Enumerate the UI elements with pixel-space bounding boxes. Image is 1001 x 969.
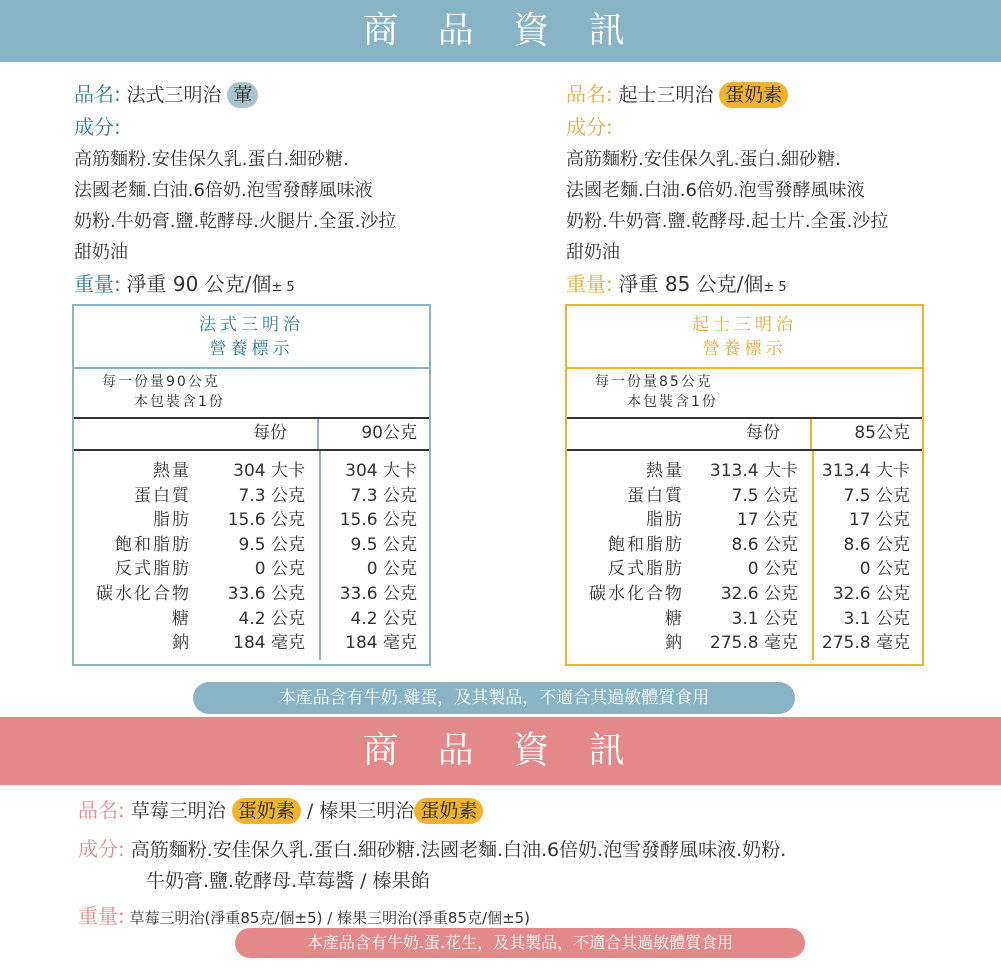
left-nutrition-table <box>72 304 431 666</box>
right-name-row <box>566 78 966 111</box>
right-ingr-label: 成分: <box>566 115 613 139</box>
bottom-name-label: 品名: <box>78 798 125 822</box>
left-weight-tol: ± 5 <box>271 280 295 295</box>
right-serving-count: 本包裝含1份 <box>627 394 718 410</box>
left-ingr-1: 法國老麵.白油.6倍奶.泡雪發酵風味液 <box>74 180 373 201</box>
left-ingr-0: 高筋麵粉.安佳保久乳.蛋白.細砂糖. <box>74 149 349 170</box>
per-serving-value: 4.2 公克 <box>238 608 305 629</box>
left-weight-row <box>74 268 454 301</box>
per-serving-value: 7.3 公克 <box>238 485 305 506</box>
per-serving-value: 17 公克 <box>736 510 798 531</box>
right-serving <box>567 369 922 419</box>
per-amount-value: 0 公克 <box>859 559 910 580</box>
right-col-per-serving: 每份 <box>567 419 812 449</box>
nutrition-row <box>567 484 922 508</box>
right-table-body <box>567 451 922 660</box>
right-ingr-1: 法國老麵.白油.6倍奶.泡雪發酵風味液 <box>566 180 865 201</box>
allergen-notice-bottom: 本產品含有牛奶.蛋.花生，及其製品，不適合其過敏體質食用 <box>235 928 805 958</box>
allergen-notice-top: 本產品含有牛奶.雞蛋，及其製品，不適合其過敏體質食用 <box>193 682 795 714</box>
nutrient-name: 鈉 <box>172 633 191 654</box>
left-col-per-serving: 每份 <box>74 419 319 449</box>
bottom-name-1: 草莓三明治 <box>130 800 226 822</box>
nutrient-name: 脂肪 <box>646 510 684 531</box>
per-serving-value: 275.8 毫克 <box>709 633 798 654</box>
right-tag: 蛋奶素 <box>719 82 788 108</box>
per-serving-value: 304 大卡 <box>233 461 305 481</box>
per-amount-value: 32.6 公克 <box>832 584 910 604</box>
bottom-ingr-row <box>78 833 786 862</box>
left-table-subtitle: 營養標示 <box>209 339 294 359</box>
per-amount-value: 275.8 毫克 <box>821 633 910 654</box>
nutrition-row <box>74 459 429 483</box>
nutrition-row <box>567 582 922 606</box>
per-amount-value: 4.2 公克 <box>350 608 417 629</box>
nutrition-row <box>567 508 922 532</box>
right-table-subtitle: 營養標示 <box>702 339 787 359</box>
per-amount-value: 184 毫克 <box>345 633 417 654</box>
nutrition-row <box>567 533 922 557</box>
nutrition-row <box>567 631 922 655</box>
nutrition-row <box>74 631 429 655</box>
top-banner: 商 品 資 訊 <box>0 0 1001 62</box>
nutrition-row <box>74 607 429 631</box>
bottom-tag-2: 蛋奶素 <box>414 798 483 824</box>
right-table-cols <box>567 419 922 451</box>
per-serving-value: 184 毫克 <box>233 633 305 654</box>
nutrition-row <box>74 557 429 581</box>
nutrition-row <box>74 533 429 557</box>
left-ingr-3: 甜奶油 <box>74 242 128 263</box>
right-ingr-0: 高筋麵粉.安佳保久乳.蛋白.細砂糖. <box>566 149 841 170</box>
per-serving-value: 0 公克 <box>254 559 305 580</box>
right-col-per-amount: 85公克 <box>854 423 910 443</box>
left-ingr-label: 成分: <box>74 115 121 139</box>
left-table-head <box>74 306 429 369</box>
left-serving-count: 本包裝含1份 <box>134 394 225 410</box>
right-serving-size: 每一份量85公克 <box>595 374 713 390</box>
left-ingr-2: 奶粉.牛奶膏.鹽.乾酵母.火腿片.全蛋.沙拉 <box>74 211 397 232</box>
bottom-weight-label: 重量: <box>78 904 125 928</box>
nutrition-row <box>567 459 922 483</box>
per-serving-value: 3.1 公克 <box>731 608 798 629</box>
right-ingr-2: 奶粉.牛奶膏.鹽.乾酵母.起士片.全蛋.沙拉 <box>566 211 889 232</box>
nutrient-name: 脂肪 <box>153 510 191 531</box>
right-name-label: 品名: <box>566 82 613 106</box>
left-table-cols <box>74 419 429 451</box>
nutrient-name: 反式脂肪 <box>115 559 191 580</box>
left-name: 法式三明治 <box>126 84 222 106</box>
nutrient-name: 蛋白質 <box>134 485 191 506</box>
per-amount-value: 17 公克 <box>848 510 910 531</box>
per-serving-value: 7.5 公克 <box>731 485 798 506</box>
left-serving-size: 每一份量90公克 <box>102 374 220 390</box>
per-amount-value: 33.6 公克 <box>339 584 417 604</box>
per-amount-value: 313.4 大卡 <box>821 461 910 481</box>
left-table-title: 法式三明治 <box>199 315 304 335</box>
nutrient-name: 糖 <box>172 608 191 629</box>
nutrition-row <box>567 607 922 631</box>
nutrient-name: 反式脂肪 <box>608 559 684 580</box>
per-serving-value: 33.6 公克 <box>227 584 305 604</box>
per-amount-value: 9.5 公克 <box>350 534 417 555</box>
nutrient-name: 熱量 <box>646 461 684 481</box>
nutrition-row <box>74 508 429 532</box>
per-amount-value: 8.6 公克 <box>843 534 910 555</box>
left-col-per-amount: 90公克 <box>361 423 417 443</box>
right-weight-label: 重量: <box>566 272 613 296</box>
left-product-info <box>74 78 454 301</box>
per-amount-value: 0 公克 <box>366 559 417 580</box>
nutrient-name: 碳水化合物 <box>96 584 191 604</box>
per-serving-value: 313.4 大卡 <box>709 461 798 481</box>
bottom-ingr-label: 成分: <box>78 837 125 861</box>
right-nutrition-table <box>565 304 924 666</box>
right-weight: 淨重 85 公克/個 <box>618 272 764 296</box>
nutrition-row <box>74 582 429 606</box>
per-amount-value: 7.3 公克 <box>350 485 417 506</box>
per-serving-value: 32.6 公克 <box>720 584 798 604</box>
left-weight-label: 重量: <box>74 272 121 296</box>
per-amount-value: 7.5 公克 <box>843 485 910 506</box>
nutrient-name: 鈉 <box>665 633 684 654</box>
nutrition-row <box>74 484 429 508</box>
right-name: 起士三明治 <box>618 84 714 106</box>
per-serving-value: 9.5 公克 <box>238 534 305 555</box>
left-ingr-label-row <box>74 111 454 144</box>
right-ingr-3: 甜奶油 <box>566 242 620 263</box>
right-table-title: 起士三明治 <box>692 315 797 335</box>
right-table-head <box>567 306 922 369</box>
left-name-row <box>74 78 454 111</box>
bottom-ingr-2: 牛奶膏.鹽.乾酵母.草莓醬 / 榛果餡 <box>146 870 430 892</box>
left-weight: 淨重 90 公克/個 <box>126 272 272 296</box>
bottom-weight: 草莓三明治(淨重85克/個±5) / 榛果三明治(淨重85克/個±5) <box>129 909 531 927</box>
nutrient-name: 熱量 <box>153 461 191 481</box>
per-amount-value: 15.6 公克 <box>339 510 417 531</box>
nutrition-row <box>567 557 922 581</box>
nutrient-name: 飽和脂肪 <box>608 534 684 555</box>
left-serving <box>74 369 429 419</box>
bottom-tag-1: 蛋奶素 <box>232 798 301 824</box>
right-product-info <box>566 78 966 301</box>
bottom-ingr-1: 高筋麵粉.安佳保久乳.蛋白.細砂糖.法國老麵.白油.6倍奶.泡雪發酵風味液.奶粉. <box>130 839 787 861</box>
per-serving-value: 8.6 公克 <box>731 534 798 555</box>
per-serving-value: 0 公克 <box>747 559 798 580</box>
nutrient-name: 糖 <box>665 608 684 629</box>
bottom-banner: 商 品 資 訊 <box>0 717 1001 785</box>
per-amount-value: 3.1 公克 <box>843 608 910 629</box>
per-amount-value: 304 大卡 <box>345 461 417 481</box>
bottom-name-row <box>78 794 483 824</box>
per-serving-value: 15.6 公克 <box>227 510 305 531</box>
bottom-weight-row <box>78 900 530 929</box>
left-tag: 葷 <box>227 82 258 108</box>
right-ingr-label-row <box>566 111 966 144</box>
left-table-body <box>74 451 429 660</box>
nutrient-name: 飽和脂肪 <box>115 534 191 555</box>
nutrient-name: 蛋白質 <box>627 485 684 506</box>
left-name-label: 品名: <box>74 82 121 106</box>
right-weight-tol: ± 5 <box>763 280 787 295</box>
right-weight-row <box>566 268 966 301</box>
nutrient-name: 碳水化合物 <box>589 584 684 604</box>
bottom-name-2: / 榛果三明治 <box>306 800 415 822</box>
